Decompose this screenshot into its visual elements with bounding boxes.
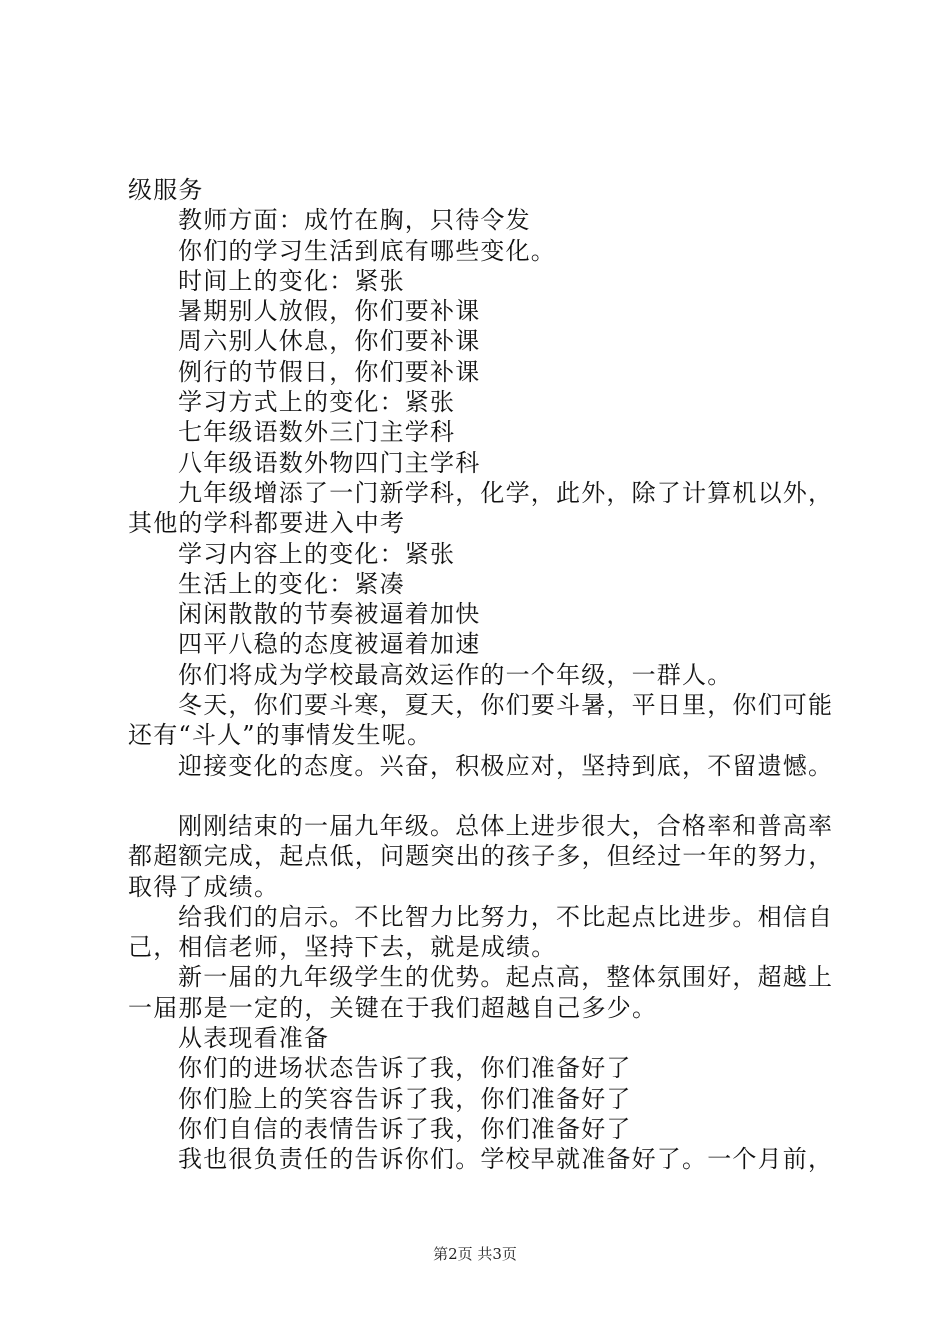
paragraph: 你们的进场状态告诉了我，你们准备好了 [178,1054,632,1083]
document-body [128,175,848,1175]
paragraph: 八年级语数外物四门主学科 [178,448,481,477]
blank-line [128,781,848,811]
paragraph: 例行的节假日，你们要补课 [178,357,481,386]
paragraph: 教师方面：成竹在胸，只待令发 [178,206,531,235]
paragraph: 闲闲散散的节奏被逼着加快 [178,600,481,629]
paragraph: 时间上的变化：紧张 [178,266,405,295]
paragraph: 七年级语数外三门主学科 [178,418,456,447]
paragraph: 你们将成为学校最高效运作的一个年级，一群人。 [178,660,733,689]
paragraph: 生活上的变化：紧凑 [178,569,405,598]
paragraph: 暑期别人放假，你们要补课 [178,297,481,326]
paragraph: 你们自信的表情告诉了我，你们准备好了 [178,1114,632,1143]
paragraph: 我也很负责任的告诉你们。学校早就准备好了。一个月前， [178,1145,834,1174]
paragraph: 学习方式上的变化：紧张 [178,388,456,417]
paragraph: 周六别人休息，你们要补课 [178,327,481,356]
paragraph: 新一届的九年级学生的优势。起点高，整体氛围好，超越上一届那是一定的，关键在于我们超越自己多少。 [128,963,834,1022]
paragraph: 给我们的启示。不比智力比努力，不比起点比进步。相信自己，相信老师，坚持下去，就是成绩。 [128,902,834,962]
paragraph: 你们脸上的笑容告诉了我，你们准备好了 [178,1084,632,1113]
paragraph-continuation: 级服务 [128,176,204,204]
paragraph: 四平八稳的态度被逼着加速 [178,630,481,659]
paragraph: 九年级增添了一门新学科，化学，此外，除了计算机以外，其他的学科都要进入中考 [128,478,834,538]
page-number-footer: 第2页 共3页 [433,1245,517,1263]
paragraph: 刚刚结束的一届九年级。总体上进步很大，合格率和普高率都超额完成，起点低，问题突出的孩子多，但经过一年的努力，取得了成绩。 [128,811,834,901]
paragraph: 迎接变化的态度。兴奋，积极应对，坚持到底，不留遗憾。 [178,751,834,780]
paragraph: 学习内容上的变化：紧张 [178,539,456,568]
paragraph: 你们的学习生活到底有哪些变化。 [178,236,556,265]
paragraph: 从表现看准备 [178,1024,330,1053]
paragraph: 冬天，你们要斗寒，夏天，你们要斗暑，平日里，你们可能还有“斗人”的事情发生呢。 [128,691,834,750]
